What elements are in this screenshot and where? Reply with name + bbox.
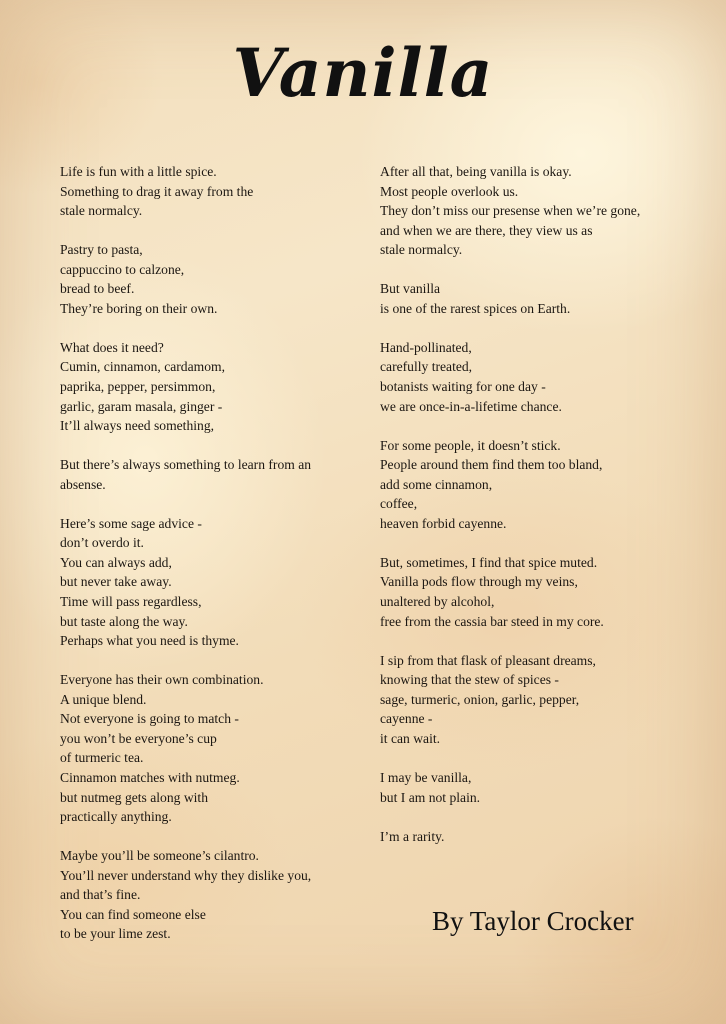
poem-stanza [380, 827, 680, 847]
poem-right-column [380, 162, 680, 866]
poem-line: You can always add, [60, 554, 172, 570]
poem-line: They don’t miss our presense when we’re gone, [380, 203, 641, 219]
poem-stanza [380, 162, 680, 260]
poem-stanza [380, 651, 680, 749]
poem-line: knowing that the stew of spices - [380, 672, 559, 688]
poem-line: But, sometimes, I find that spice muted. [380, 554, 598, 570]
poem-line: But vanilla [380, 281, 441, 297]
poem-line: and when we are there, they view us as [380, 222, 593, 238]
poem-stanza [60, 670, 356, 826]
poem-line: Vanilla pods flow through my veins, [380, 574, 578, 590]
poem-line: I sip from that flask of pleasant dreams, [380, 652, 596, 668]
poem-title: Vanilla [232, 34, 494, 112]
poem-line: absense. [60, 476, 106, 492]
poem-left-column [60, 162, 356, 963]
poem-stanza [60, 338, 356, 436]
poem-line: People around them find them too bland, [380, 457, 603, 473]
poem-line: botanists waiting for one day - [380, 379, 546, 395]
poem-line: Hand-pollinated, [380, 339, 472, 355]
poem-stanza [380, 436, 680, 534]
poem-line: but never take away. [60, 574, 172, 590]
poem-line: and that’s fine. [60, 887, 141, 903]
poem-line: A unique blend. [60, 691, 147, 707]
poem-line: Everyone has their own combination. [60, 672, 264, 688]
poem-line: cappuccino to calzone, [60, 261, 185, 277]
poem-line: I’m a rarity. [380, 828, 445, 844]
poem-line: carefully treated, [380, 359, 473, 375]
poem-line: we are once-in-a-lifetime chance. [380, 398, 562, 414]
poem-line: cayenne - [380, 711, 433, 727]
poem-line: Pastry to pasta, [60, 242, 143, 258]
poem-stanza [380, 279, 680, 318]
poem-line: Something to drag it away from the [60, 183, 254, 199]
poem-line: but I am not plain. [380, 789, 481, 805]
poem-stanza [60, 162, 356, 221]
poem-stanza [60, 455, 356, 494]
poem-stanza [380, 338, 680, 416]
poem-line: For some people, it doesn’t stick. [380, 437, 561, 453]
poem-line: Not everyone is going to match - [60, 711, 239, 727]
poem-line: practically anything. [60, 809, 172, 825]
poem-line: Life is fun with a little spice. [60, 164, 217, 179]
poem-line: But there’s always something to learn from an [60, 457, 312, 473]
poem-stanza [380, 553, 680, 631]
poem-line: it can wait. [380, 730, 441, 746]
poem-line: but nutmeg gets along with [60, 789, 209, 805]
poem-line: After all that, being vanilla is okay. [380, 164, 572, 179]
poem-line: free from the cassia bar steed in my core. [380, 613, 604, 629]
poem-line: Perhaps what you need is thyme. [60, 633, 239, 649]
poem-line: Maybe you’ll be someone’s cilantro. [60, 848, 259, 864]
poem-line: garlic, garam masala, ginger - [60, 398, 223, 414]
poem-line: you won’t be everyone’s cup [60, 730, 217, 746]
poem-line: is one of the rarest spices on Earth. [380, 300, 571, 316]
poem-line: Cinnamon matches with nutmeg. [60, 769, 240, 785]
poem-line: sage, turmeric, onion, garlic, pepper, [380, 691, 580, 707]
author-byline: By Taylor Crocker [432, 906, 634, 936]
poem-line: add some cinnamon, [380, 476, 493, 492]
poem-line: You can find someone else [60, 906, 206, 922]
poem-line: What does it need? [60, 339, 164, 355]
poem-stanza [60, 240, 356, 318]
poem-line: I may be vanilla, [380, 769, 472, 785]
poem-line: coffee, [380, 496, 418, 512]
poem-stanza [380, 768, 680, 807]
poem-line: but taste along the way. [60, 613, 188, 629]
poem-line: don’t overdo it. [60, 535, 144, 551]
poem-stanza [60, 846, 356, 944]
poem-line: stale normalcy. [380, 242, 463, 258]
poem-line: heaven forbid cayenne. [380, 515, 507, 531]
poem-line: You’ll never understand why they dislike you, [60, 867, 312, 883]
poem-line: paprika, pepper, persimmon, [60, 379, 216, 395]
poem-line: to be your lime zest. [60, 926, 171, 942]
poem-line: of turmeric tea. [60, 750, 144, 766]
poem-line: Here’s some sage advice - [60, 515, 202, 531]
poem-stanza [60, 514, 356, 651]
poem-line: bread to beef. [60, 281, 135, 297]
poem-line: stale normalcy. [60, 203, 143, 219]
poem-line: Cumin, cinnamon, cardamom, [60, 359, 225, 375]
poem-line: unaltered by alcohol, [380, 594, 495, 610]
poem-line: Most people overlook us. [380, 183, 519, 199]
poem-line: It’ll always need something, [60, 418, 215, 434]
poem-line: Time will pass regardless, [60, 594, 202, 610]
poem-line: They’re boring on their own. [60, 300, 218, 316]
